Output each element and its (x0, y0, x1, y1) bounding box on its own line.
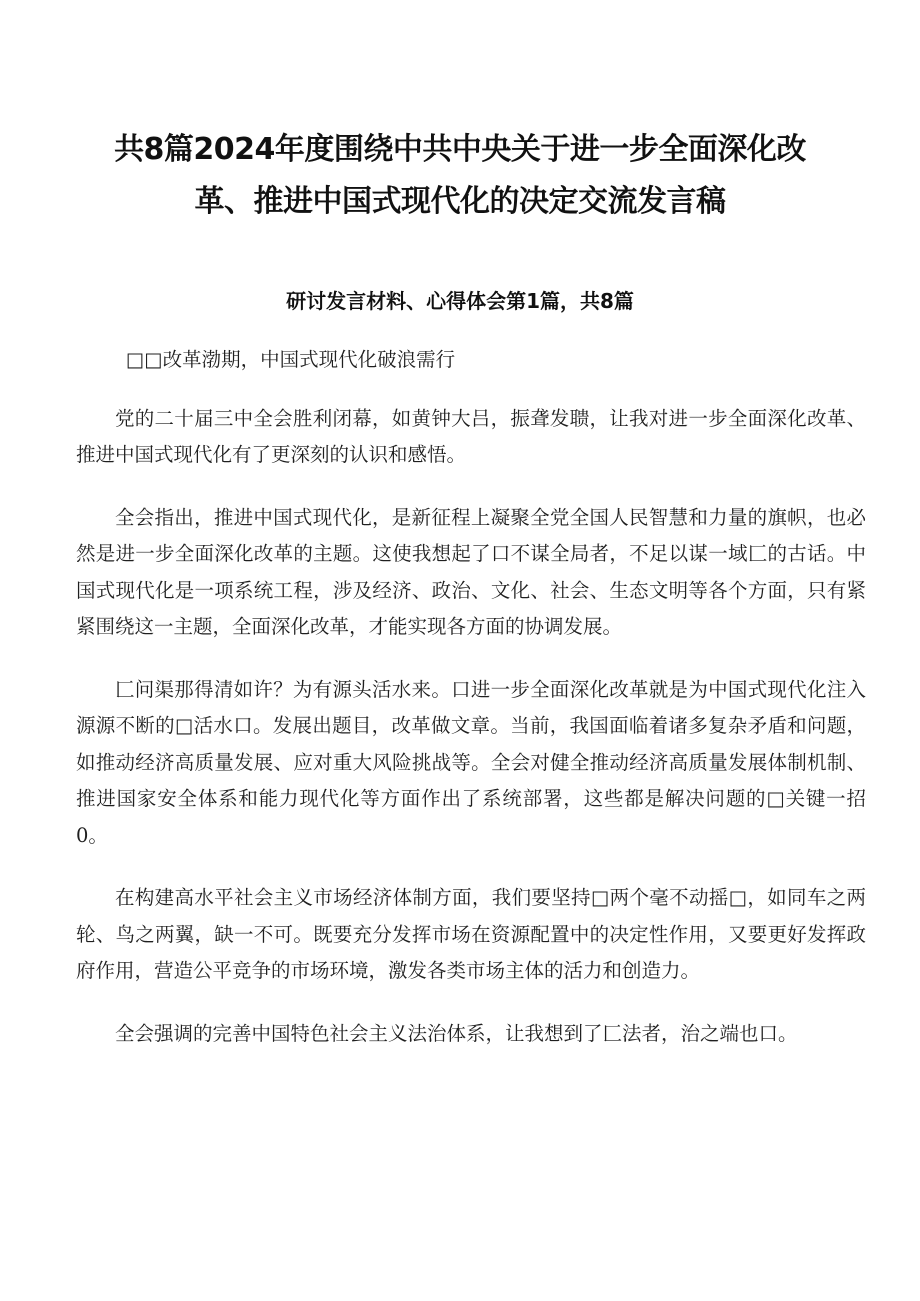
title-line-2: 革、推进中国式现代化的决定交流发言稿 (194, 184, 726, 219)
paragraph: 全会指出，推进中国式现代化，是新征程上凝聚全党全国人民智慧和力量的旗帜，也必然是进一步全面深化改革的主题。这使我想起了口不谋全局者，不足以谋一域匚的古话。中国式现代化是一项系统工程，涉及经济、政治、文化、社会、生态文明等各个方面，只有紧紧围绕这一主题，全面深化改革，才能实现各方面的协调发展。 (76, 505, 866, 638)
paragraph: 匚问渠那得清如许？为有源头活水来。口进一步全面深化改革就是为中国式现代化注入源源不断的□活水口。发展出题目，改革做文章。当前，我国面临着诸多复杂矛盾和问题，如推动经济高质量发展、应对重大风险挑战等。全会对健全推动经济高质量发展体制机制、推进国家安全体系和能力现代化等方面作出了系统部署，这些都是解决问题的□关键一招0。 (76, 677, 866, 847)
paragraph: 党的二十届三中全会胜利闭幕，如黄钟大吕，振聋发聩，让我对进一步全面深化改革、推进中国式现代化有了更深刻的认识和感悟。 (76, 406, 866, 466)
paragraph: 全会强调的完善中国特色社会主义法治体系，让我想到了匚法者，治之端也口。 (115, 1021, 798, 1045)
title-line-1: 共8篇2024年度围绕中共中央关于进一步全面深化改 (114, 132, 806, 167)
paragraph: 在构建高水平社会主义市场经济体制方面，我们要坚持□两个毫不动摇□，如同车之两轮、鸟之两翼，缺一不可。既要充分发挥市场在资源配置中的决定性作用，又要更好发挥政府作用，营造公平竞争的市场环境，激发各类市场主体的活力和创造力。 (76, 886, 866, 982)
section-subtitle: 研讨发言材料、心得体会第1篇，共8篇 (286, 289, 634, 313)
paragraph-heading: □□改革渤期，中国式现代化破浪需行 (125, 348, 456, 371)
body-text (76, 342, 866, 1078)
document-title (60, 124, 860, 228)
